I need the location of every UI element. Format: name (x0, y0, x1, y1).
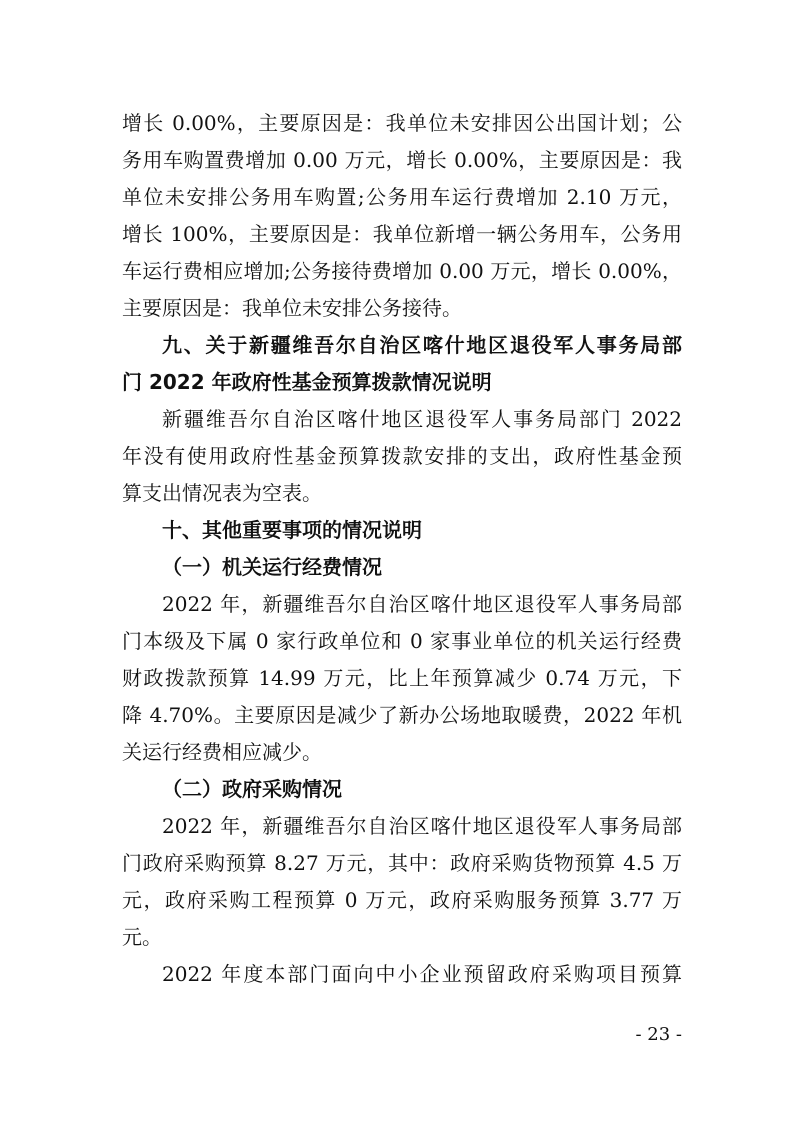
paragraph-line: 2022 年度本部门面向中小企业预留政府采购项目预算 (162, 962, 682, 986)
subsection-heading: （二）政府采购情况 (162, 777, 342, 801)
paragraph-line: 门本级及下属 0 家行政单位和 0 家事业单位的机关运行经费 (122, 629, 682, 653)
paragraph-line: 增长 0.00%，主要原因是：我单位未安排因公出国计划；公 (122, 111, 682, 135)
paragraph-line: 单位未安排公务用车购置;公务用车运行费增加 2.10 万元， (122, 185, 682, 209)
page-number: - 23 - (635, 1024, 682, 1045)
paragraph-line: 2022 年，新疆维吾尔自治区喀什地区退役军人事务局部 (162, 592, 682, 616)
section-heading: 十、其他重要事项的情况说明 (162, 518, 422, 542)
paragraph-line: 新疆维吾尔自治区喀什地区退役军人事务局部门 2022 (162, 407, 682, 431)
paragraph-line: 车运行费相应增加;公务接待费增加 0.00 万元，增长 0.00%， (122, 259, 682, 283)
paragraph-line: 主要原因是：我单位未安排公务接待。 (122, 296, 462, 320)
paragraph-line: 元，政府采购工程预算 0 万元，政府采购服务预算 3.77 万 (122, 888, 682, 912)
paragraph-line: 务用车购置费增加 0.00 万元，增长 0.00%，主要原因是：我 (122, 148, 682, 172)
paragraph-line: 2022 年，新疆维吾尔自治区喀什地区退役军人事务局部 (162, 814, 682, 838)
paragraph-line: 算支出情况表为空表。 (122, 481, 322, 505)
paragraph-line: 关运行经费相应减少。 (122, 740, 322, 764)
paragraph-line: 财政拨款预算 14.99 万元，比上年预算减少 0.74 万元，下 (122, 666, 682, 690)
paragraph-line: 门政府采购预算 8.27 万元，其中：政府采购货物预算 4.5 万 (122, 851, 682, 875)
paragraph-line: 年没有使用政府性基金预算拨款安排的支出，政府性基金预 (122, 444, 682, 468)
section-heading: 九、关于新疆维吾尔自治区喀什地区退役军人事务局部 (162, 333, 682, 357)
paragraph-line: 增长 100%，主要原因是：我单位新增一辆公务用车，公务用 (122, 222, 682, 246)
subsection-heading: （一）机关运行经费情况 (162, 555, 382, 579)
section-heading: 门 2022 年政府性基金预算拨款情况说明 (122, 370, 492, 394)
paragraph-line: 元。 (122, 925, 162, 949)
paragraph-line: 降 4.70%。主要原因是减少了新办公场地取暖费，2022 年机 (122, 703, 682, 727)
